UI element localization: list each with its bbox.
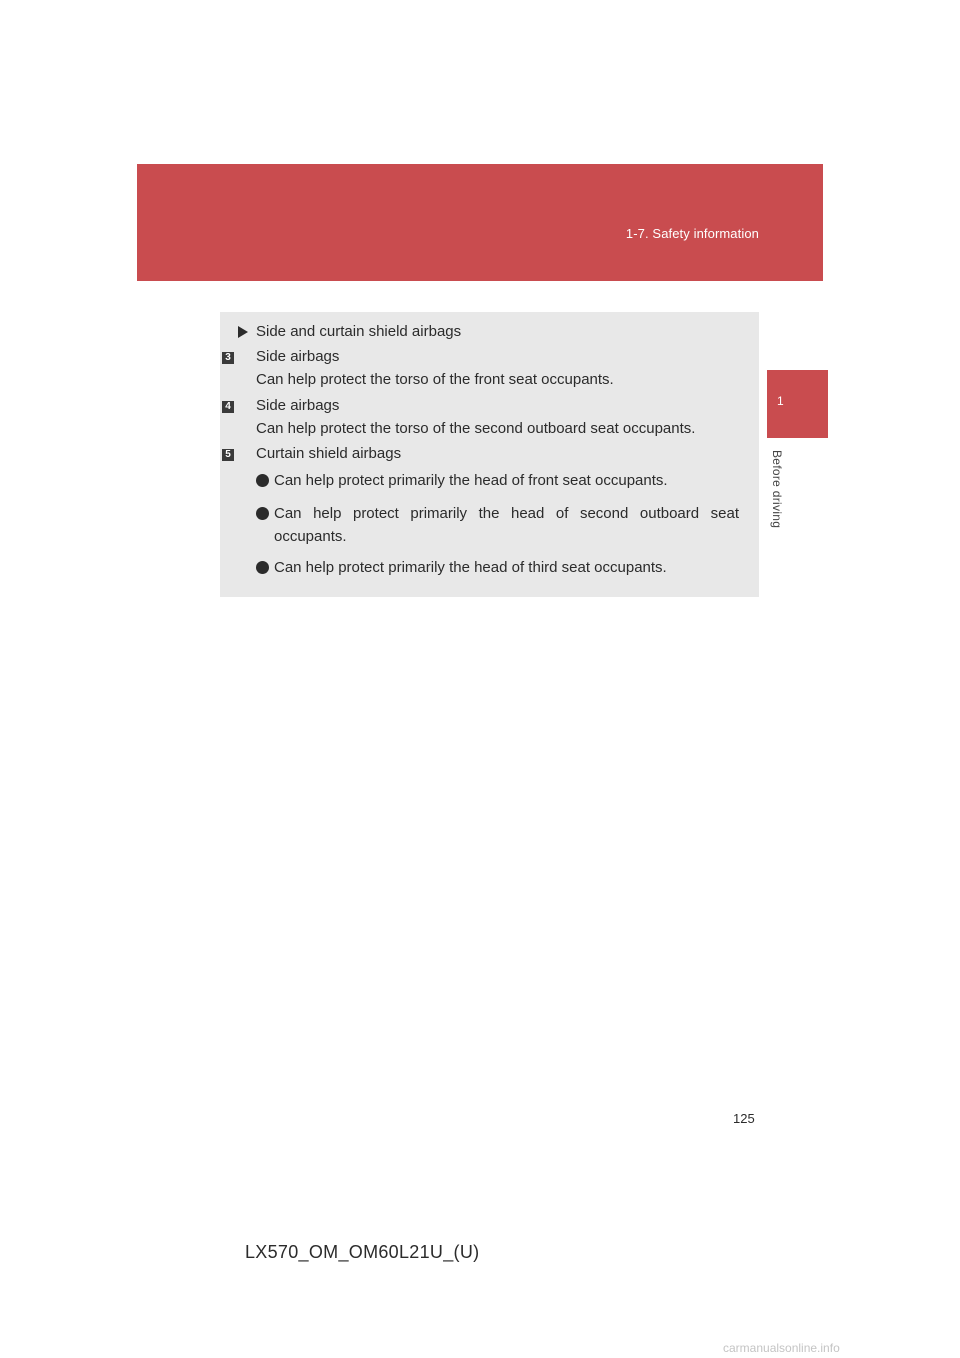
bullet-dot-icon: [256, 561, 269, 574]
number-badge: 3: [222, 352, 234, 364]
bullet-text: Can help protect primarily the head of second outboard seat occupants.: [274, 505, 739, 545]
entry-description: Can help protect the torso of the front seat occupants.: [256, 371, 614, 388]
triangle-arrow-icon: [238, 326, 248, 338]
bullet-item: [256, 556, 739, 579]
header-band: [137, 164, 823, 281]
content-box: [220, 312, 759, 597]
section-title: 1-7. Safety information: [625, 226, 759, 241]
watermark: carmanualsonline.info: [723, 1341, 840, 1355]
number-badge: 5: [222, 449, 234, 461]
bullet-text: Can help protect primarily the head of third seat occupants.: [274, 559, 667, 576]
entry-title: Side airbags: [256, 348, 340, 365]
entry-title: Side airbags: [256, 397, 340, 414]
entry-description: Can help protect the torso of the second outboard seat occupants.: [256, 420, 696, 437]
document-code: LX570_OM_OM60L21U_(U): [245, 1242, 480, 1262]
bullet-dot-icon: [256, 507, 269, 520]
entry-title: Curtain shield airbags: [256, 445, 402, 462]
chapter-tab: [767, 370, 828, 438]
bullet-dot-icon: [256, 474, 269, 487]
bullet-text: Can help protect primarily the head of front seat occupants.: [274, 472, 668, 489]
bullet-item: [256, 469, 739, 492]
chapter-tab-number: 1: [777, 394, 784, 408]
number-badge: 4: [222, 401, 234, 413]
page-number: 125: [733, 1111, 755, 1126]
chapter-label: Before driving: [770, 450, 784, 529]
subheading: [238, 323, 461, 340]
subheading-text: Side and curtain shield airbags: [256, 323, 462, 340]
bullet-item: [256, 502, 739, 548]
